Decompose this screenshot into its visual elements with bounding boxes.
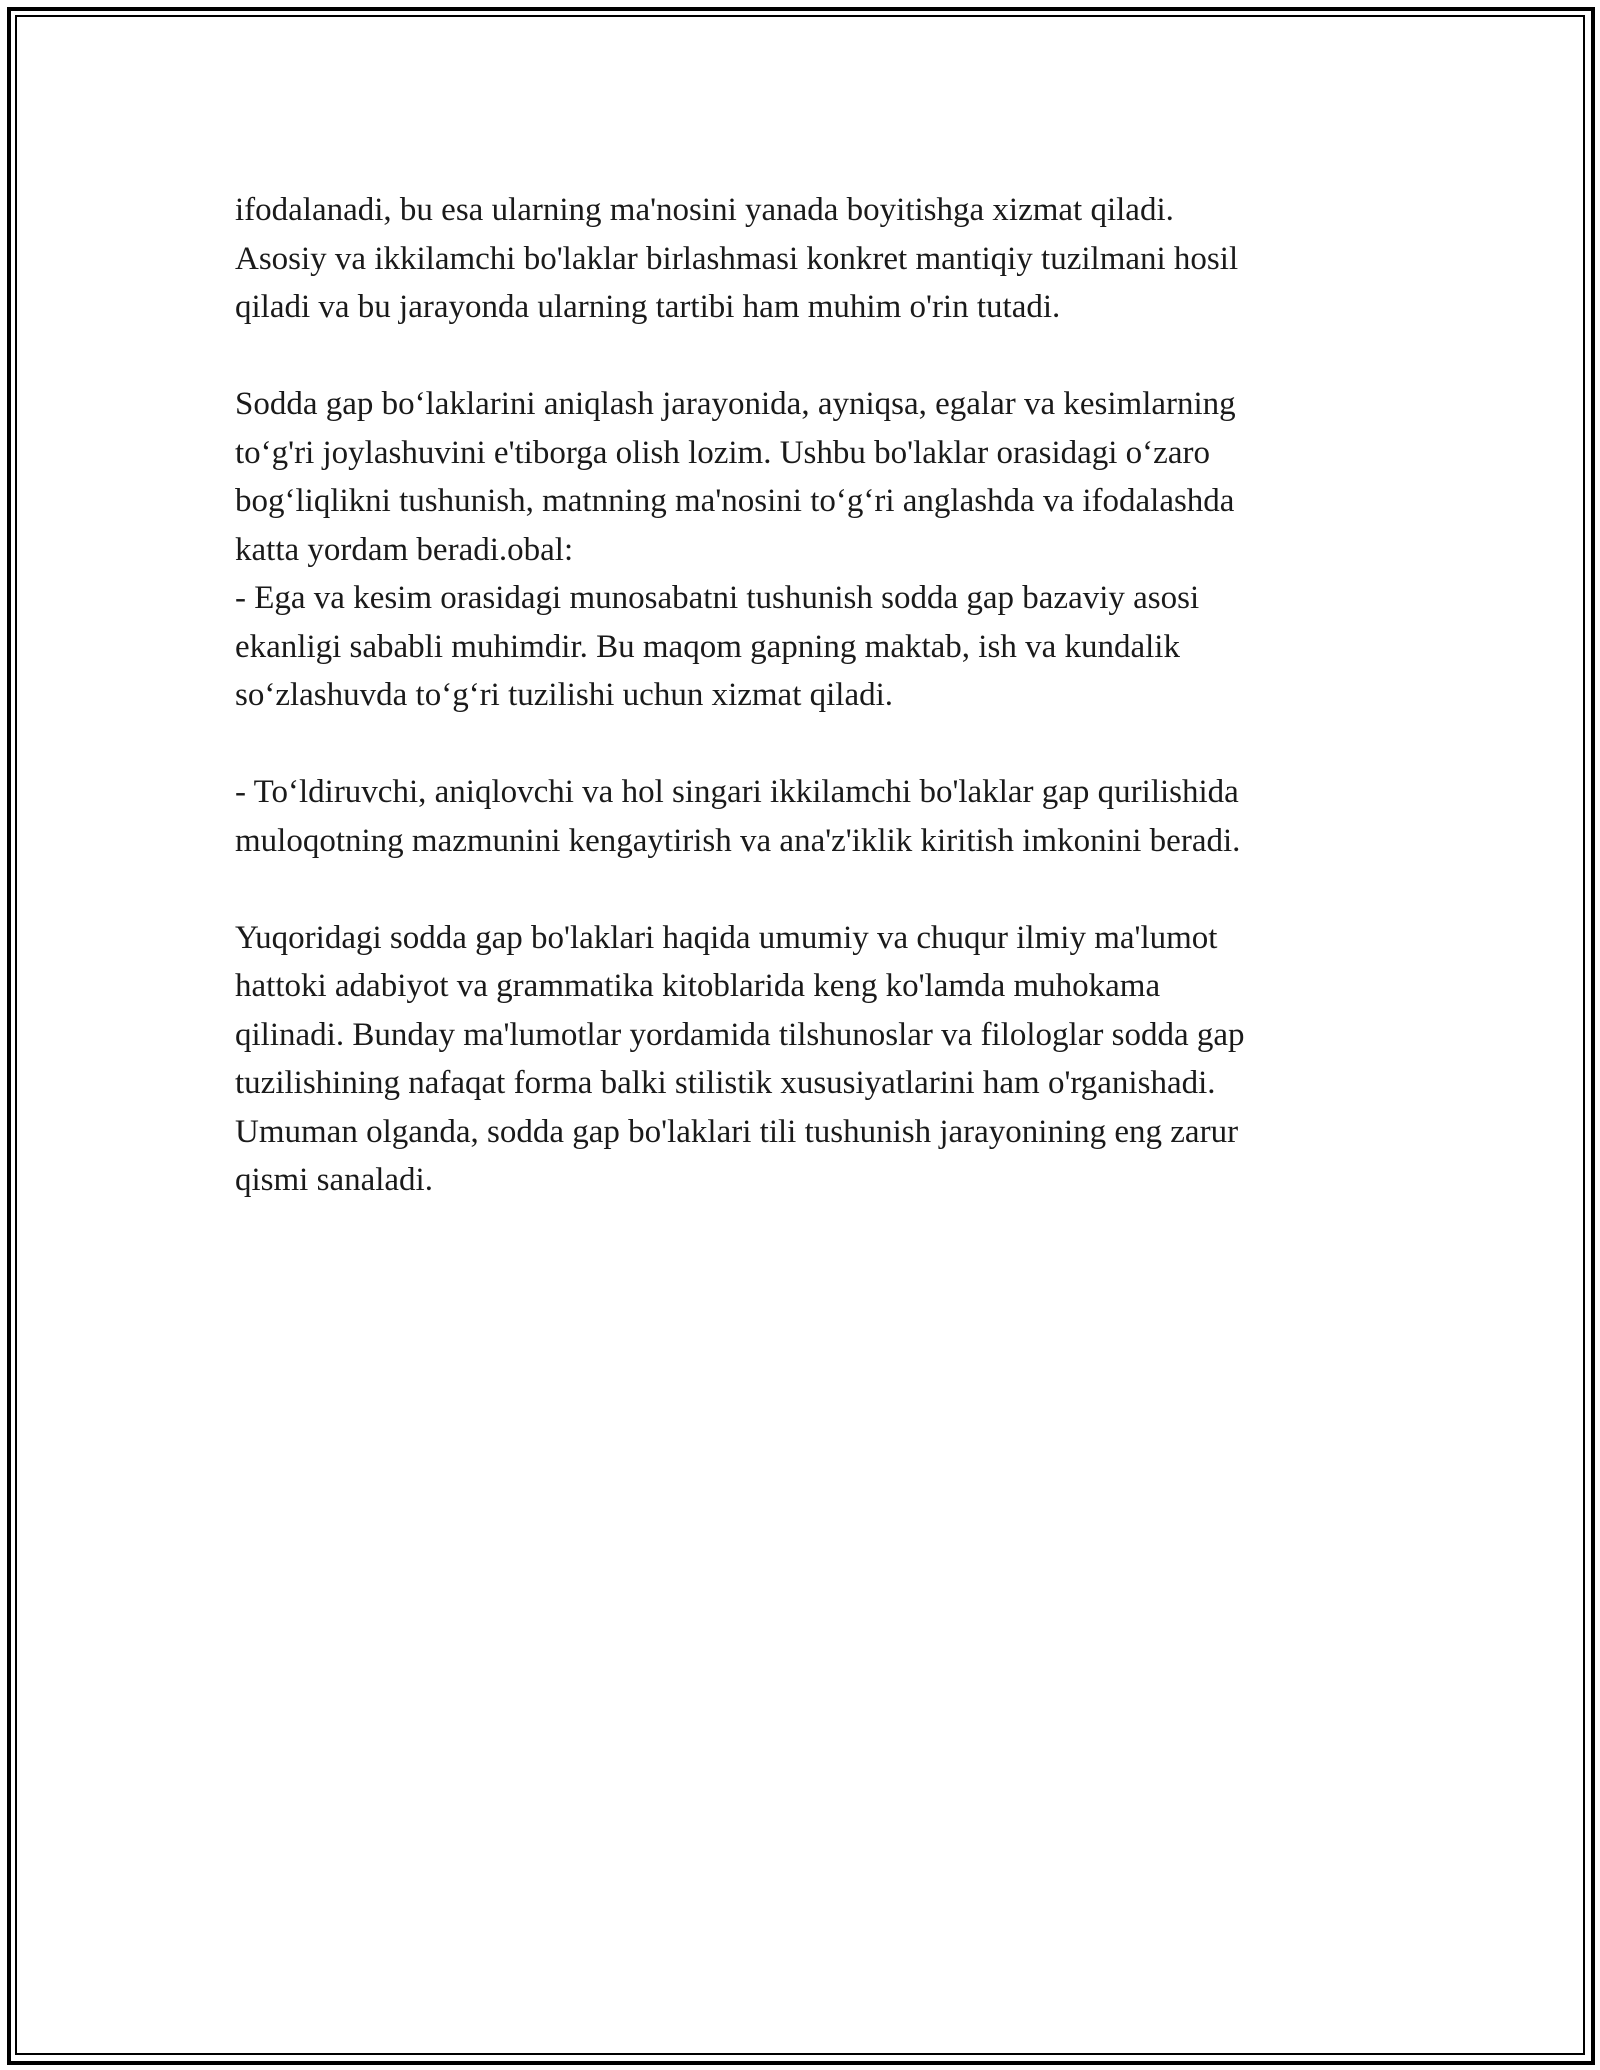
document-body (235, 186, 1365, 1205)
text-line: bog‘liqlikni tushunish, matnning ma'nosini to‘g‘ri anglashda va ifodalashda (235, 483, 1235, 519)
text-line: Umuman olganda, sodda gap bo'laklari tili tushunish jarayonining eng zarur (235, 1113, 1239, 1150)
text-line: so‘zlashuvda to‘g‘ri tuzilishi uchun xizmat qiladi. (235, 677, 894, 713)
text-line: hattoki adabiyot va grammatika kitoblarida keng ko'lamda muhokama (235, 968, 1161, 1004)
text-line: Sodda gap bo‘laklarini aniqlash jarayonida, ayniqsa, egalar va kesimlarning (235, 386, 1236, 422)
paragraph-3 (235, 768, 1365, 865)
text-line: tuzilishining nafaqat forma balki stilistik xususiyatlarini ham o'rganishadi. (235, 1065, 1216, 1101)
text-line: Asosiy va ikkilamchi bo'laklar birlashmasi konkret mantiqiy tuzilmani hosil (235, 240, 1239, 277)
text-line: to‘g'ri joylashuvini e'tiborga olish lozim. Ushbu bo'laklar orasidagi o‘zaro (235, 434, 1210, 471)
text-line: ekanligi sababli muhimdir. Bu maqom gapning maktab, ish va kundalik (235, 628, 1180, 665)
text-line: qilinadi. Bunday ma'lumotlar yordamida tilshunoslar va filologlar sodda gap (235, 1016, 1245, 1053)
paragraph-spacer (235, 720, 1365, 769)
text-line: katta yordam beradi.obal: (235, 531, 574, 568)
text-line: muloqotning mazmunini kengaytirish va ana'z'iklik kiritish imkonini beradi. (235, 822, 1241, 859)
paragraph-2 (235, 380, 1365, 720)
text-line: - To‘ldiruvchi, aniqlovchi va hol singari ikkilamchi bo'laklar gap qurilishida (235, 774, 1239, 810)
paragraph-spacer (235, 865, 1365, 914)
text-line: qiladi va bu jarayonda ularning tartibi ham muhim o'rin tutadi. (235, 289, 1061, 325)
text-line: Yuqoridagi sodda gap bo'laklari haqida umumiy va chuqur ilmiy ma'lumot (235, 919, 1218, 956)
paragraph-4 (235, 914, 1365, 1205)
paragraph-spacer (235, 332, 1365, 381)
text-line: qismi sanaladi. (235, 1162, 433, 1198)
text-line: - Ega va kesim orasidagi munosabatni tushunish sodda gap bazaviy asosi (235, 580, 1200, 616)
paragraph-1 (235, 186, 1365, 332)
text-line: ifodalanadi, bu esa ularning ma'nosini yanada boyitishga xizmat qiladi. (235, 192, 1174, 228)
